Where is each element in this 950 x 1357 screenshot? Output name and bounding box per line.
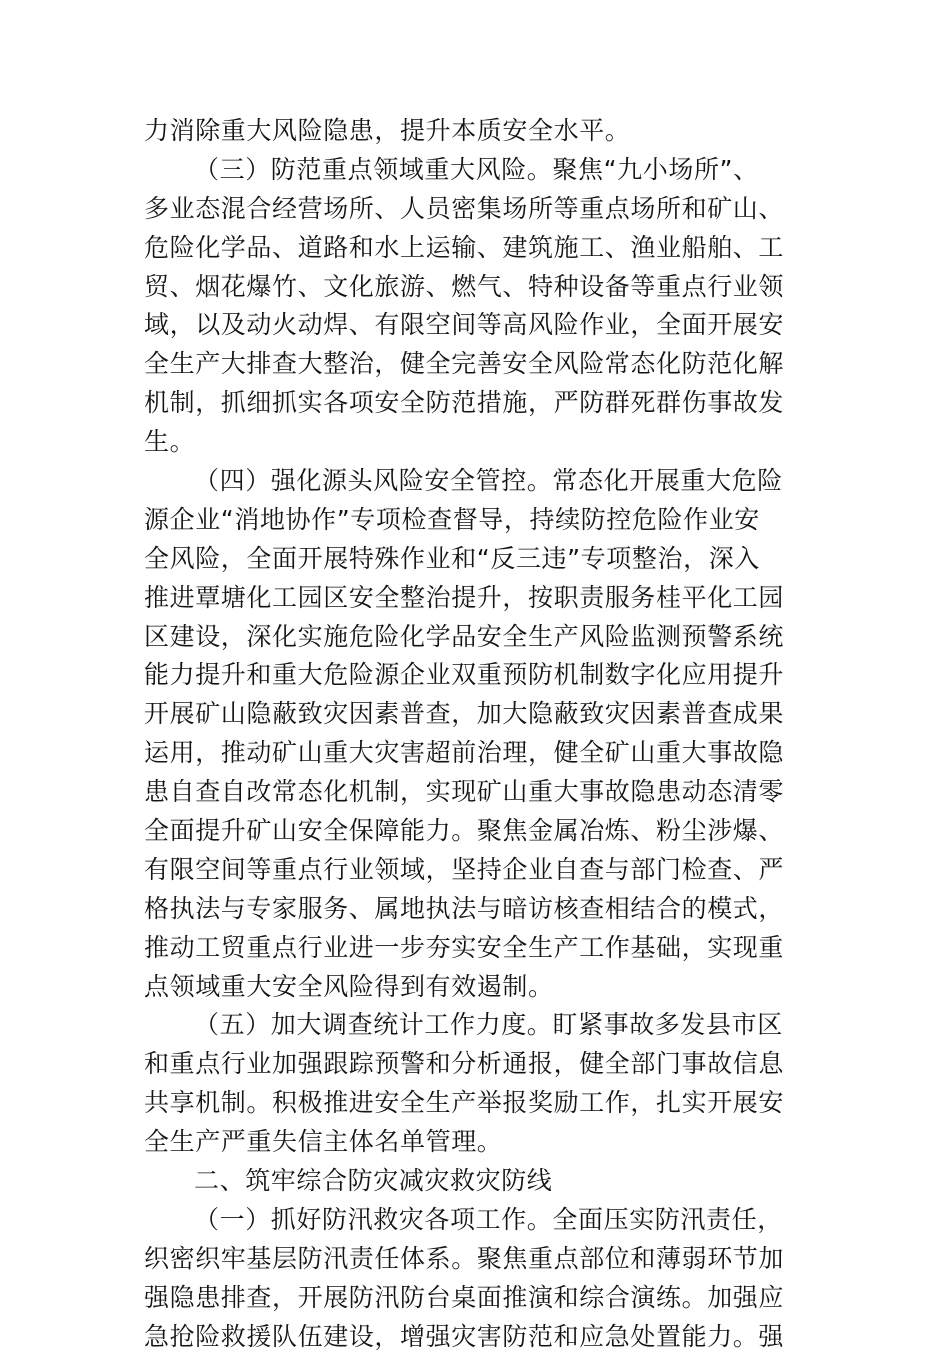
section-heading-one: （一）抓好防汛救灾各项工作。全面压实防汛责任， [194,1204,783,1234]
text-line: 全生产严重失信主体名单管理。 [144,1127,503,1157]
text-line: 全风险，全面开展特殊作业和“反三违”专项整治，深入 [144,543,760,573]
section-heading-three: （三）防范重点领域重大风险。聚焦“九小场所”、 [194,154,759,184]
text-line: 共享机制。积极推进安全生产举报奖励工作，扎实开展安 [144,1088,785,1118]
text-line: 有限空间等重点行业领域，坚持企业自查与部门检查、严 [144,854,785,884]
text-line: 开展矿山隐蔽致灾因素普查，加大隐蔽致灾因素普查成果 [144,699,785,729]
text-line: 强隐患排查，开展防汛防台桌面推演和综合演练。加强应 [144,1282,785,1312]
body-text [144,112,809,1357]
text-line: 能力提升和重大危险源企业双重预防机制数字化应用提升 [144,660,785,690]
text-line: 源企业“消地协作”专项检查督导，持续防控危险作业安 [144,504,760,534]
text-line: 点领域重大安全风险得到有效遏制。 [144,971,554,1001]
text-line: 急抢险救援队伍建设，增强灾害防范和应急处置能力。强 [144,1321,785,1351]
text-line: 推进覃塘化工园区安全整治提升，按职责服务桂平化工园 [144,582,785,612]
text-line: 运用，推动矿山重大灾害超前治理，健全矿山重大事故隐 [144,738,785,768]
text-line: 贸、烟花爆竹、文化旅游、燃气、特种设备等重点行业领 [144,271,785,301]
text-line: 危险化学品、道路和水上运输、建筑施工、渔业船舶、工 [144,232,785,262]
text-line: 域，以及动火动焊、有限空间等高风险作业，全面开展安 [144,310,785,340]
text-line: 全生产大排查大整治，健全完善安全风险常态化防范化解 [144,349,785,379]
text-line: 全面提升矿山安全保障能力。聚焦金属冶炼、粉尘涉爆、 [144,816,785,846]
text-line: 患自查自改常态化机制，实现矿山重大事故隐患动态清零 [144,777,785,807]
chapter-heading-two: 二、筑牢综合防灾减灾救灾防线 [194,1166,553,1196]
text-line: 多业态混合经营场所、人员密集场所等重点场所和矿山、 [144,193,785,223]
text-line: 机制，抓细抓实各项安全防范措施，严防群死群伤事故发 [144,388,785,418]
text-line: 生。 [144,427,196,457]
text-line: 和重点行业加强跟踪预警和分析通报，健全部门事故信息 [144,1049,785,1079]
text-line: 格执法与专家服务、属地执法与暗访核查相结合的模式， [144,893,785,923]
text-line: 推动工贸重点行业进一步夯实安全生产工作基础，实现重 [144,932,785,962]
text-line: 力消除重大风险隐患，提升本质安全水平。 [144,116,631,145]
text-line: 区建设，深化实施危险化学品安全生产风险监测预警系统 [144,621,785,651]
section-heading-five: （五）加大调查统计工作力度。盯紧事故多发县市区 [194,1010,783,1040]
section-heading-four: （四）强化源头风险安全管控。常态化开展重大危险 [194,466,783,496]
text-line: 织密织牢基层防汛责任体系。聚焦重点部位和薄弱环节加 [144,1243,785,1273]
